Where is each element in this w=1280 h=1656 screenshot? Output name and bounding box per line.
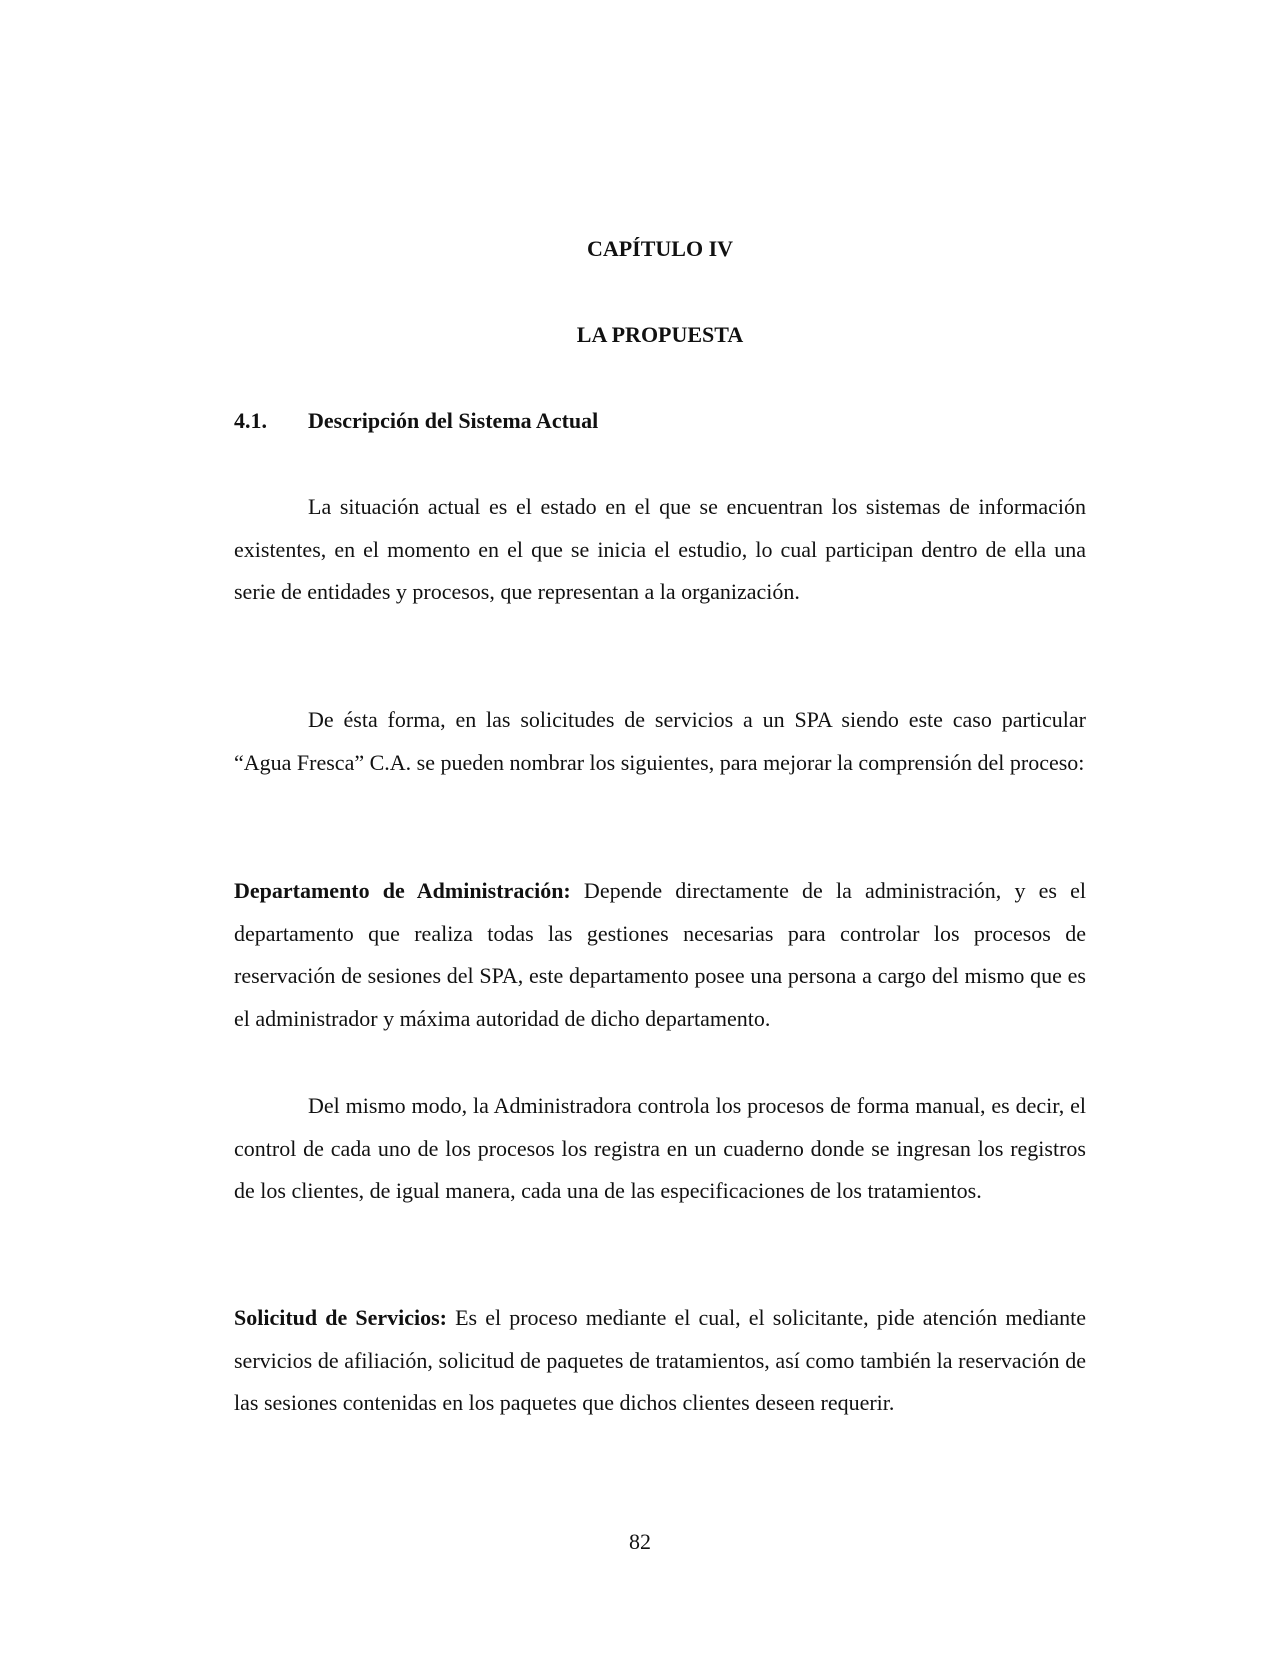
subsection-title: Descripción del Sistema Actual (308, 408, 599, 433)
term-admin-department: Departamento de Administración: (234, 878, 571, 903)
chapter-title: CAPÍTULO IV (586, 236, 734, 261)
paragraph-current-situation: La situación actual es el estado en el que se encuentran los sistemas de información existentes, en el momento en el que se inicia el estudio, lo cual participan dentro de ella una serie de entidades y procesos, que representan a la organización. (234, 494, 1086, 605)
term-service-requests: Solicitud de Servicios: (234, 1305, 447, 1330)
paragraph-manual-control: Del mismo modo, la Administradora controla los procesos de forma manual, es decir, el control de cada uno de los procesos los registra en un cuaderno donde se ingresan los registros de los clientes, de igual manera, cada una de las especificaciones de los tratamientos. (234, 1093, 1086, 1204)
paragraph-admin-department-body: Depende directamente de la administración, y es el departamento que realiza todas las gestiones necesarias para controlar los procesos de reservación de sesiones del SPA, este departamento posee una persona a cargo del mismo que es el administrador y máxima autoridad de dicho departamento. (234, 878, 1086, 1031)
section-heading: LA PROPUESTA (576, 322, 744, 347)
paragraph-service-requests-body: Es el proceso mediante el cual, el solicitante, pide atención mediante servicios de afiliación, solicitud de paquetes de tratamientos, así como también la reservación de las sesiones contenidas en los paquetes que dichos clientes deseen requerir. (234, 1305, 1086, 1416)
paragraph-service-requests (234, 1297, 1086, 1425)
subsection-number: 4.1. (234, 408, 267, 433)
subsection-heading (234, 407, 598, 435)
paragraph-admin-department (234, 870, 1086, 1040)
paragraph-spa-requests: De ésta forma, en las solicitudes de servicios a un SPA siendo este caso particular “Agua Fresca” C.A. se pueden nombrar los siguientes, para mejorar la comprensión del proceso: (234, 707, 1086, 775)
page-number: 82 (629, 1529, 651, 1554)
